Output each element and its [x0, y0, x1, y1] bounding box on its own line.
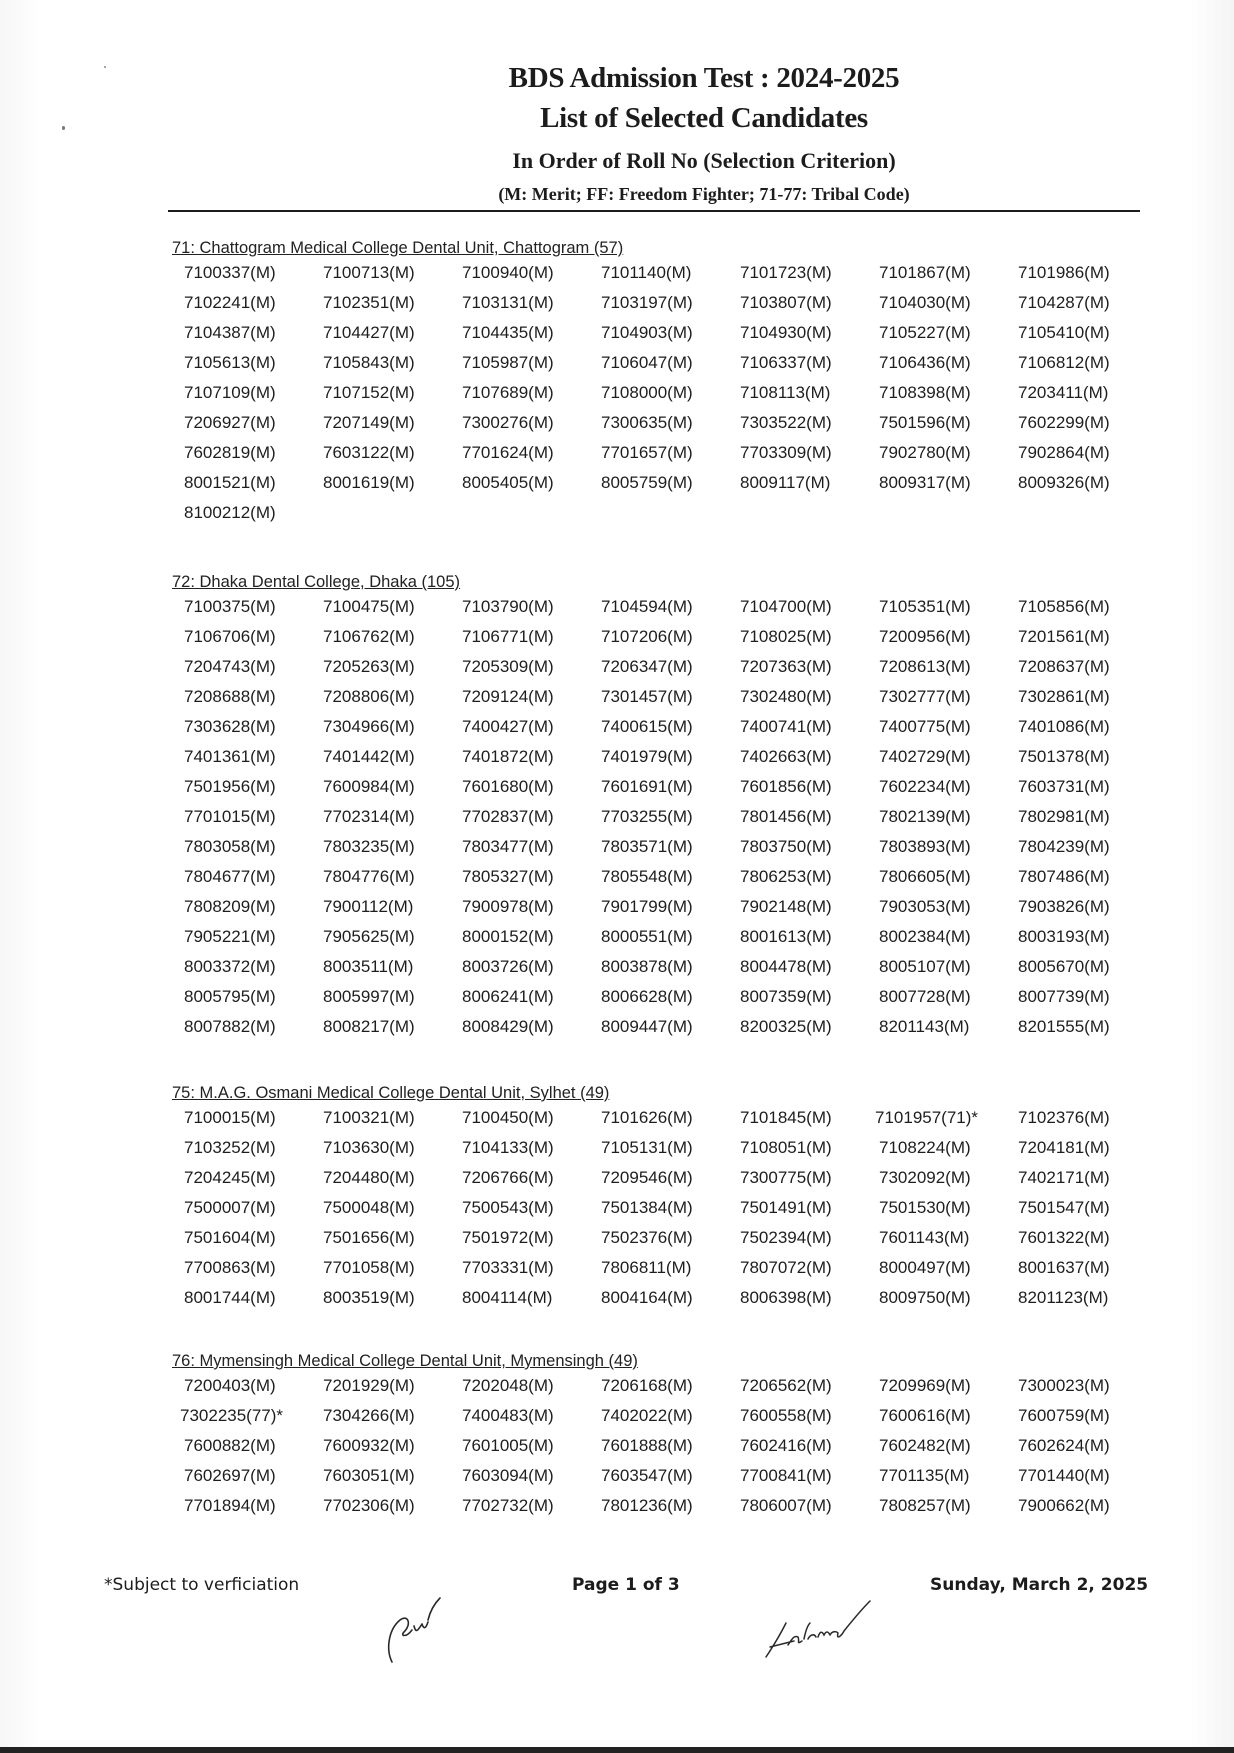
- roll-number: 7108398(M): [879, 383, 971, 402]
- roll-grid: [184, 258, 1132, 528]
- roll-number: 7700841(M): [740, 1466, 832, 1485]
- roll-number: 7703331(M): [462, 1258, 554, 1277]
- college-section-title: 72: Dhaka Dental College, Dhaka (105): [172, 573, 461, 591]
- roll-number: 7804776(M): [323, 867, 415, 886]
- roll-number: 8001521(M): [184, 473, 276, 492]
- roll-number: 7701135(M): [879, 1466, 970, 1485]
- roll-number: 7701058(M): [323, 1258, 415, 1277]
- roll-number: 7100475(M): [323, 597, 415, 616]
- roll-number: 7209124(M): [462, 687, 554, 706]
- roll-number: 7703309(M): [740, 443, 832, 462]
- roll-number: 7101957(71)*: [875, 1108, 979, 1127]
- roll-number: 8009117(M): [740, 473, 831, 492]
- signature-left-icon: [378, 1590, 458, 1670]
- roll-number: 7106762(M): [323, 627, 415, 646]
- roll-number: 7208688(M): [184, 687, 276, 706]
- roll-number: 7400483(M): [462, 1406, 554, 1425]
- roll-number: 8007359(M): [740, 987, 832, 1006]
- roll-number: 7201929(M): [323, 1376, 415, 1395]
- roll-number: 7105227(M): [879, 323, 971, 342]
- roll-number: 7302235(77)*: [180, 1406, 284, 1425]
- roll-number: 7301457(M): [601, 687, 693, 706]
- roll-number: 7104700(M): [740, 597, 832, 616]
- roll-number: 7105843(M): [323, 353, 415, 372]
- roll-number: 7801456(M): [740, 807, 832, 826]
- roll-number: 7600558(M): [740, 1406, 832, 1425]
- roll-number: 7805548(M): [601, 867, 693, 886]
- roll-number: 7103807(M): [740, 293, 832, 312]
- roll-number: 7106706(M): [184, 627, 276, 646]
- document-title: BDS Admission Test : 2024-2025: [508, 62, 900, 94]
- roll-number: 7400775(M): [879, 717, 971, 736]
- roll-number: 7401872(M): [462, 747, 554, 766]
- roll-number: 7206927(M): [184, 413, 276, 432]
- roll-number: 7804239(M): [1018, 837, 1110, 856]
- roll-number: 7808257(M): [879, 1496, 971, 1515]
- roll-number: 7501656(M): [323, 1228, 415, 1247]
- roll-number: 7204245(M): [184, 1168, 276, 1187]
- roll-number: 7905625(M): [323, 927, 415, 946]
- roll-number: 7107152(M): [323, 383, 415, 402]
- roll-number: 8001613(M): [740, 927, 832, 946]
- roll-number: 8003878(M): [601, 957, 693, 976]
- roll-number: 8100212(M): [184, 503, 276, 522]
- roll-number: 7104030(M): [879, 293, 971, 312]
- roll-number: 7104133(M): [462, 1138, 554, 1157]
- roll-number: 7102351(M): [323, 293, 415, 312]
- roll-number: 7902864(M): [1018, 443, 1110, 462]
- roll-number: 8005107(M): [879, 957, 971, 976]
- roll-number: 8007739(M): [1018, 987, 1110, 1006]
- scan-edge: [0, 1747, 1234, 1753]
- roll-number: 8009317(M): [879, 473, 971, 492]
- roll-number: 7804677(M): [184, 867, 276, 886]
- roll-number: 7601856(M): [740, 777, 832, 796]
- roll-number: 7204743(M): [184, 657, 276, 676]
- roll-number: 7600616(M): [879, 1406, 971, 1425]
- roll-number: 8006398(M): [740, 1288, 832, 1307]
- roll-number: 7106436(M): [879, 353, 971, 372]
- roll-number: 7500048(M): [323, 1198, 415, 1217]
- roll-number: 7502394(M): [740, 1228, 832, 1247]
- roll-number: 7801236(M): [601, 1496, 693, 1515]
- document-header: [168, 58, 1140, 208]
- roll-number: 7700863(M): [184, 1258, 276, 1277]
- roll-number: 7206347(M): [601, 657, 693, 676]
- roll-number: 7401086(M): [1018, 717, 1110, 736]
- roll-number: 7806253(M): [740, 867, 832, 886]
- roll-number: 7501491(M): [740, 1198, 832, 1217]
- roll-number: 7803058(M): [184, 837, 276, 856]
- roll-number: 7300276(M): [462, 413, 554, 432]
- roll-number: 7601888(M): [601, 1436, 693, 1455]
- roll-number: 7101845(M): [740, 1108, 832, 1127]
- roll-number: 7603731(M): [1018, 777, 1110, 796]
- roll-number: 7100321(M): [323, 1108, 415, 1127]
- roll-number: 7207363(M): [740, 657, 832, 676]
- roll-number: 7202048(M): [462, 1376, 554, 1395]
- roll-number: 7304266(M): [323, 1406, 415, 1425]
- roll-number: 7702837(M): [462, 807, 554, 826]
- roll-number: 7702306(M): [323, 1496, 415, 1515]
- roll-number: 7102241(M): [184, 293, 276, 312]
- roll-number: 7806605(M): [879, 867, 971, 886]
- roll-number: 7101140(M): [601, 263, 692, 282]
- college-section-title: 71: Chattogram Medical College Dental Unit, Chattogram (57): [172, 239, 624, 257]
- roll-number: 7108000(M): [601, 383, 693, 402]
- roll-number: 7903826(M): [1018, 897, 1110, 916]
- roll-number: 7501596(M): [879, 413, 971, 432]
- roll-number: 7602416(M): [740, 1436, 832, 1455]
- roll-number: 7600882(M): [184, 1436, 276, 1455]
- college-section-71: [172, 238, 1132, 528]
- roll-number: 8000551(M): [601, 927, 693, 946]
- roll-number: 8005795(M): [184, 987, 276, 1006]
- roll-number: 7302861(M): [1018, 687, 1110, 706]
- roll-number: 7104287(M): [1018, 293, 1110, 312]
- roll-number: 7103131(M): [462, 293, 554, 312]
- roll-number: 7101867(M): [879, 263, 971, 282]
- roll-number: 7100015(M): [184, 1108, 276, 1127]
- roll-number: 7105351(M): [879, 597, 971, 616]
- roll-number: 7806007(M): [740, 1496, 832, 1515]
- roll-number: 7401442(M): [323, 747, 415, 766]
- roll-number: 7105410(M): [1018, 323, 1110, 342]
- roll-number: 7602697(M): [184, 1466, 276, 1485]
- roll-number: 7103790(M): [462, 597, 554, 616]
- roll-number: 7900978(M): [462, 897, 554, 916]
- roll-number: 7602234(M): [879, 777, 971, 796]
- roll-number: 7401979(M): [601, 747, 693, 766]
- roll-number: 7106771(M): [462, 627, 554, 646]
- roll-number: 7107109(M): [184, 383, 276, 402]
- roll-number: 7204181(M): [1018, 1138, 1110, 1157]
- roll-number: 7108051(M): [740, 1138, 832, 1157]
- roll-number: 7901799(M): [601, 897, 693, 916]
- roll-number: 7600932(M): [323, 1436, 415, 1455]
- roll-number: 7206766(M): [462, 1168, 554, 1187]
- roll-number: 7807486(M): [1018, 867, 1110, 886]
- roll-number: 7803750(M): [740, 837, 832, 856]
- roll-number: 7302480(M): [740, 687, 832, 706]
- roll-number: 7108224(M): [879, 1138, 971, 1157]
- roll-number: 7108113(M): [740, 383, 831, 402]
- roll-number: 8003193(M): [1018, 927, 1110, 946]
- roll-number: 7703255(M): [601, 807, 693, 826]
- roll-number: 7402729(M): [879, 747, 971, 766]
- roll-number: 7201561(M): [1018, 627, 1110, 646]
- roll-number: 7805327(M): [462, 867, 554, 886]
- roll-number: 7101986(M): [1018, 263, 1110, 282]
- roll-number: 8000152(M): [462, 927, 554, 946]
- sort-order-note: In Order of Roll No (Selection Criterion): [512, 148, 896, 173]
- roll-number: 7204480(M): [323, 1168, 415, 1187]
- roll-number: 8005997(M): [323, 987, 415, 1006]
- roll-number: 8005759(M): [601, 473, 693, 492]
- college-section-title: 75: M.A.G. Osmani Medical College Dental Unit, Sylhet (49): [172, 1084, 610, 1102]
- roll-number: 7803571(M): [601, 837, 693, 856]
- roll-number: 7803477(M): [462, 837, 554, 856]
- roll-number: 7207149(M): [323, 413, 415, 432]
- roll-number: 7601005(M): [462, 1436, 554, 1455]
- roll-number: 7107206(M): [601, 627, 693, 646]
- roll-number: 7100940(M): [462, 263, 554, 282]
- roll-number: 8004478(M): [740, 957, 832, 976]
- roll-number: 7600759(M): [1018, 1406, 1110, 1425]
- roll-number: 8001637(M): [1018, 1258, 1110, 1277]
- roll-number: 8002384(M): [879, 927, 971, 946]
- roll-number: 7501956(M): [184, 777, 276, 796]
- roll-number: 8005670(M): [1018, 957, 1110, 976]
- roll-number: 7400741(M): [740, 717, 832, 736]
- roll-number: 7103252(M): [184, 1138, 276, 1157]
- publication-date: Sunday, March 2, 2025: [930, 1575, 1149, 1595]
- roll-number: 7103197(M): [601, 293, 693, 312]
- roll-number: 7100375(M): [184, 597, 276, 616]
- roll-number: 7401361(M): [184, 747, 276, 766]
- roll-number: 7101626(M): [601, 1108, 693, 1127]
- roll-number: 7603051(M): [323, 1466, 415, 1485]
- roll-number: 7107689(M): [462, 383, 554, 402]
- roll-number: 7601691(M): [601, 777, 693, 796]
- roll-number: 7803235(M): [323, 837, 415, 856]
- roll-number: 7602482(M): [879, 1436, 971, 1455]
- roll-number: 7402171(M): [1018, 1168, 1110, 1187]
- roll-number: 8001744(M): [184, 1288, 276, 1307]
- roll-number: 7208637(M): [1018, 657, 1110, 676]
- roll-number: 7106337(M): [740, 353, 832, 372]
- roll-number: 7502376(M): [601, 1228, 693, 1247]
- roll-number: 7602624(M): [1018, 1436, 1110, 1455]
- roll-number: 8003726(M): [462, 957, 554, 976]
- roll-number: 7300775(M): [740, 1168, 832, 1187]
- roll-number: 8003519(M): [323, 1288, 415, 1307]
- roll-number: 7902780(M): [879, 443, 971, 462]
- roll-number: 7105613(M): [184, 353, 276, 372]
- roll-number: 7108025(M): [740, 627, 832, 646]
- roll-number: 8008429(M): [462, 1017, 554, 1036]
- roll-number: 7601322(M): [1018, 1228, 1110, 1247]
- roll-number: 7104903(M): [601, 323, 693, 342]
- roll-number: 7402022(M): [601, 1406, 693, 1425]
- roll-number: 8006241(M): [462, 987, 554, 1006]
- roll-number: 7803893(M): [879, 837, 971, 856]
- page-number: Page 1 of 3: [572, 1575, 680, 1595]
- roll-number: 7501384(M): [601, 1198, 693, 1217]
- roll-number: 8201555(M): [1018, 1017, 1110, 1036]
- roll-number: 7208806(M): [323, 687, 415, 706]
- roll-number: 8009750(M): [879, 1288, 971, 1307]
- roll-number: 7300635(M): [601, 413, 693, 432]
- roll-number: 7104427(M): [323, 323, 415, 342]
- roll-grid: [184, 592, 1132, 1042]
- quota-legend: (M: Merit; FF: Freedom Fighter; 71-77: Tribal Code): [498, 184, 910, 204]
- roll-number: 7701624(M): [462, 443, 554, 462]
- roll-grid: [180, 1371, 1132, 1521]
- roll-number: 7900112(M): [323, 897, 414, 916]
- college-section-75: [172, 1083, 1132, 1313]
- roll-number: 7104930(M): [740, 323, 832, 342]
- roll-number: 7102376(M): [1018, 1108, 1110, 1127]
- roll-number: 7701894(M): [184, 1496, 276, 1515]
- roll-grid: [184, 1103, 1132, 1313]
- roll-number: 7300023(M): [1018, 1376, 1110, 1395]
- roll-number: 7105856(M): [1018, 597, 1110, 616]
- roll-number: 7200956(M): [879, 627, 971, 646]
- roll-number: 7402663(M): [740, 747, 832, 766]
- roll-number: 8201123(M): [1018, 1288, 1109, 1307]
- roll-number: 7501378(M): [1018, 747, 1110, 766]
- roll-number: 8001619(M): [323, 473, 415, 492]
- roll-number: 7203411(M): [1018, 383, 1109, 402]
- roll-number: 8000497(M): [879, 1258, 971, 1277]
- roll-number: 8009447(M): [601, 1017, 693, 1036]
- roll-number: 7701440(M): [1018, 1466, 1110, 1485]
- roll-number: 8004164(M): [601, 1288, 693, 1307]
- roll-number: 8007882(M): [184, 1017, 276, 1036]
- roll-number: 7400615(M): [601, 717, 693, 736]
- roll-number: 7105987(M): [462, 353, 554, 372]
- roll-number: 7104594(M): [601, 597, 693, 616]
- roll-number: 7603547(M): [601, 1466, 693, 1485]
- roll-number: 7205263(M): [323, 657, 415, 676]
- roll-number: 7100450(M): [462, 1108, 554, 1127]
- roll-number: 7106047(M): [601, 353, 693, 372]
- roll-number: 8009326(M): [1018, 473, 1110, 492]
- roll-number: 7603094(M): [462, 1466, 554, 1485]
- roll-number: 7601143(M): [879, 1228, 970, 1247]
- roll-number: 7501972(M): [462, 1228, 554, 1247]
- roll-number: 7903053(M): [879, 897, 971, 916]
- signature-right-icon: [760, 1595, 890, 1675]
- roll-number: 7100337(M): [184, 263, 276, 282]
- roll-number: 7602299(M): [1018, 413, 1110, 432]
- roll-number: 7303628(M): [184, 717, 276, 736]
- roll-number: 7304966(M): [323, 717, 415, 736]
- roll-number: 8007728(M): [879, 987, 971, 1006]
- roll-number: 7501604(M): [184, 1228, 276, 1247]
- roll-number: 7500007(M): [184, 1198, 276, 1217]
- scan-speck: [104, 66, 106, 68]
- roll-number: 7209546(M): [601, 1168, 693, 1187]
- roll-number: 7900662(M): [1018, 1496, 1110, 1515]
- roll-number: 8006628(M): [601, 987, 693, 1006]
- college-section-76: [172, 1351, 1132, 1521]
- roll-number: 7206562(M): [740, 1376, 832, 1395]
- roll-number: 7600984(M): [323, 777, 415, 796]
- header-divider: [168, 210, 1140, 212]
- roll-number: 8201143(M): [879, 1017, 970, 1036]
- roll-number: 8008217(M): [323, 1017, 415, 1036]
- scan-speck: [62, 126, 65, 130]
- roll-number: 7209969(M): [879, 1376, 971, 1395]
- roll-number: 7806811(M): [601, 1258, 692, 1277]
- roll-number: 7208613(M): [879, 657, 971, 676]
- document-subtitle: List of Selected Candidates: [540, 102, 868, 134]
- roll-number: 7302092(M): [879, 1168, 971, 1187]
- roll-number: 7902148(M): [740, 897, 832, 916]
- roll-number: 7500543(M): [462, 1198, 554, 1217]
- roll-number: 7103630(M): [323, 1138, 415, 1157]
- roll-number: 7603122(M): [323, 443, 415, 462]
- college-section-72: [172, 572, 1132, 1042]
- roll-number: 7601680(M): [462, 777, 554, 796]
- roll-number: 7701015(M): [184, 807, 276, 826]
- roll-number: 7701657(M): [601, 443, 693, 462]
- roll-number: 7104435(M): [462, 323, 554, 342]
- roll-number: 7702732(M): [462, 1496, 554, 1515]
- roll-number: 7807072(M): [740, 1258, 832, 1277]
- roll-number: 7303522(M): [740, 413, 832, 432]
- roll-number: 8005405(M): [462, 473, 554, 492]
- roll-number: 7501530(M): [879, 1198, 971, 1217]
- roll-number: 7101723(M): [740, 263, 832, 282]
- roll-number: 7200403(M): [184, 1376, 276, 1395]
- roll-number: 7808209(M): [184, 897, 276, 916]
- roll-number: 8003511(M): [323, 957, 414, 976]
- roll-number: 7206168(M): [601, 1376, 693, 1395]
- roll-number: 7905221(M): [184, 927, 276, 946]
- roll-number: 7602819(M): [184, 443, 276, 462]
- roll-number: 7100713(M): [323, 263, 415, 282]
- roll-number: 8004114(M): [462, 1288, 553, 1307]
- roll-number: 7302777(M): [879, 687, 971, 706]
- roll-number: 8003372(M): [184, 957, 276, 976]
- roll-number: 7802981(M): [1018, 807, 1110, 826]
- college-section-title: 76: Mymensingh Medical College Dental Unit, Mymensingh (49): [172, 1352, 638, 1370]
- roll-number: 7106812(M): [1018, 353, 1110, 372]
- roll-number: 8200325(M): [740, 1017, 832, 1036]
- roll-number: 7702314(M): [323, 807, 415, 826]
- roll-number: 7104387(M): [184, 323, 276, 342]
- roll-number: 7501547(M): [1018, 1198, 1110, 1217]
- roll-number: 7105131(M): [601, 1138, 693, 1157]
- verification-note: *Subject to verficiation: [104, 1575, 300, 1595]
- roll-number: 7802139(M): [879, 807, 971, 826]
- roll-number: 7205309(M): [462, 657, 554, 676]
- roll-number: 7400427(M): [462, 717, 554, 736]
